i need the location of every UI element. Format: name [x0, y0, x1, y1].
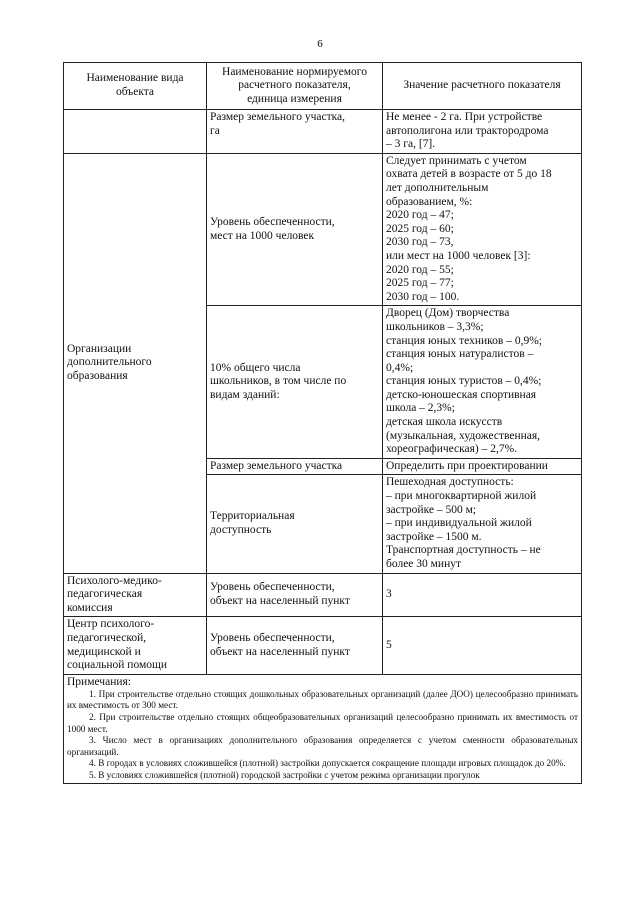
cell-line: медицинской и — [67, 645, 141, 658]
cell-line: школьников, в том числе по — [210, 375, 347, 388]
cell-line: более 30 минут — [386, 558, 462, 570]
table-row — [64, 573, 582, 617]
header-line: Наименование вида — [86, 72, 184, 85]
notes-cell — [64, 674, 582, 783]
cell-line: Уровень обеспеченности, — [210, 215, 335, 228]
notes-row — [64, 674, 582, 783]
cell-line: школьников – 3,3%; — [386, 320, 484, 333]
cell-object-type — [64, 617, 207, 674]
cell-line: мест на 1000 человек — [210, 229, 315, 242]
header-object-type — [64, 63, 207, 110]
note-item: 1. При строительстве отдельно стоящих дошкольных образовательных организаций (далее ДОО) целесообразно принимать их вместимость от 300 мест. — [67, 688, 578, 711]
header-line: единица измерения — [247, 92, 342, 105]
cell-object-type — [64, 573, 207, 617]
cell-line: Уровень обеспеченности, — [210, 581, 335, 594]
cell-line: детская школа искусств — [386, 416, 503, 429]
cell-line: (музыкальная, художественная, — [386, 429, 541, 442]
header-line: Значение расчетного показателя — [403, 79, 561, 92]
cell-object-type — [64, 153, 207, 573]
cell-line: – при индивидуальной жилой — [386, 517, 532, 530]
note-item: 5. В условиях сложившейся (плотной) городской застройки с учетом режима организации прогулок — [89, 769, 480, 780]
cell-line: автополигона или трактородрома — [386, 124, 549, 137]
table-row — [64, 110, 582, 154]
cell-line: 0,4%; — [386, 361, 414, 374]
indicators-table — [63, 62, 582, 784]
cell-line: застройке – 500 м; — [386, 503, 477, 516]
cell-line: видам зданий: — [210, 388, 280, 401]
cell-line: 2030 год – 100. — [386, 290, 460, 303]
cell-line: образования — [67, 369, 128, 382]
cell-line: доступность — [210, 524, 272, 537]
cell-line: Организации — [67, 342, 132, 355]
cell-line: станция юных натуралистов – — [386, 348, 534, 361]
cell-line: Психолого-медико- — [67, 574, 162, 587]
note-item: 3. Число мест в организациях дополнительного образования определяется с учетом сменности образовательных организаций. — [67, 735, 578, 757]
cell-line: педагогической, — [67, 631, 147, 644]
cell-line: объект на населенный пункт — [210, 594, 350, 607]
header-line: Наименование нормируемого — [222, 65, 367, 78]
cell-line: Пешеходная доступность: — [386, 476, 514, 489]
cell-indicator — [207, 573, 383, 617]
cell-line: или мест на 1000 человек [3]: — [386, 249, 531, 262]
cell-line: – 3 га, [7]. — [386, 138, 436, 151]
table-row — [64, 617, 582, 674]
cell-value — [383, 153, 582, 306]
cell-indicator — [207, 475, 383, 573]
cell-line: комиссия — [67, 601, 113, 614]
cell-line: дополнительного — [67, 356, 152, 369]
cell-value: Определить при проектировании — [383, 458, 582, 475]
cell-indicator — [207, 110, 383, 154]
cell-line: Не менее - 2 га. При устройстве — [386, 111, 543, 123]
cell-line: Транспортная доступность – не — [386, 544, 541, 557]
table-row — [64, 153, 582, 306]
cell-line: детско-юношеская спортивная — [386, 388, 537, 401]
header-line: объекта — [115, 86, 155, 98]
cell-line: лет дополнительным — [386, 181, 489, 194]
header-indicator — [207, 63, 383, 110]
cell-line: Уровень обеспеченности, — [210, 631, 335, 644]
note-item: 4. В городах в условиях сложившейся (плотной) застройки допускается сокращение площади игровых площадок до 20%. — [89, 758, 566, 769]
cell-line: 2030 год – 73, — [386, 236, 454, 249]
cell-line: станция юных техников – 0,9%; — [386, 334, 542, 347]
cell-line: Территориальная — [210, 510, 295, 523]
cell-value — [383, 110, 582, 154]
note-item: 2. При строительстве отдельно стоящих общеобразовательных организаций целесообразно принимать их вместимость от 1000 мест. — [67, 711, 578, 734]
cell-line: застройке – 1500 м. — [386, 530, 482, 543]
cell-line: объект на населенный пункт — [210, 645, 350, 658]
cell-indicator: Размер земельного участка — [207, 458, 383, 475]
cell-line: Дворец (Дом) творчества — [386, 307, 510, 320]
cell-line: 10% общего числа — [210, 361, 301, 374]
cell-line: педагогическая — [67, 588, 143, 601]
cell-value — [383, 475, 582, 573]
cell-value: 3 — [383, 573, 582, 617]
cell-line: 2025 год – 77; — [386, 277, 454, 290]
cell-line: хореографическая) – 2,7%. — [386, 443, 518, 456]
notes-title: Примечания: — [67, 675, 131, 688]
cell-value — [383, 306, 582, 459]
header-value — [383, 63, 582, 110]
cell-line: га — [210, 124, 220, 137]
cell-indicator — [207, 306, 383, 459]
cell-line: школа – 2,3%; — [386, 402, 455, 415]
cell-line: 2020 год – 55; — [386, 263, 454, 276]
cell-indicator — [207, 617, 383, 674]
cell-line: Следует принимать с учетом — [386, 154, 527, 167]
cell-line: Центр психолого- — [67, 618, 155, 631]
cell-line: Размер земельного участка, — [210, 111, 346, 123]
cell-line: 2025 год – 60; — [386, 222, 454, 235]
cell-line: охвата детей в возрасте от 5 до 18 — [386, 168, 552, 181]
page-number: 6 — [317, 38, 323, 50]
table-header-row — [64, 63, 582, 110]
cell-line: станция юных туристов – 0,4%; — [386, 375, 542, 388]
header-line: расчетного показателя, — [238, 79, 351, 92]
cell-value: 5 — [383, 617, 582, 674]
cell-empty — [64, 110, 207, 154]
cell-line: – при многоквартирной жилой — [386, 490, 537, 503]
cell-line: социальной помощи — [67, 659, 168, 672]
cell-line: 2020 год – 47; — [386, 209, 454, 222]
cell-indicator — [207, 153, 383, 306]
cell-line: образованием, %: — [386, 195, 473, 208]
